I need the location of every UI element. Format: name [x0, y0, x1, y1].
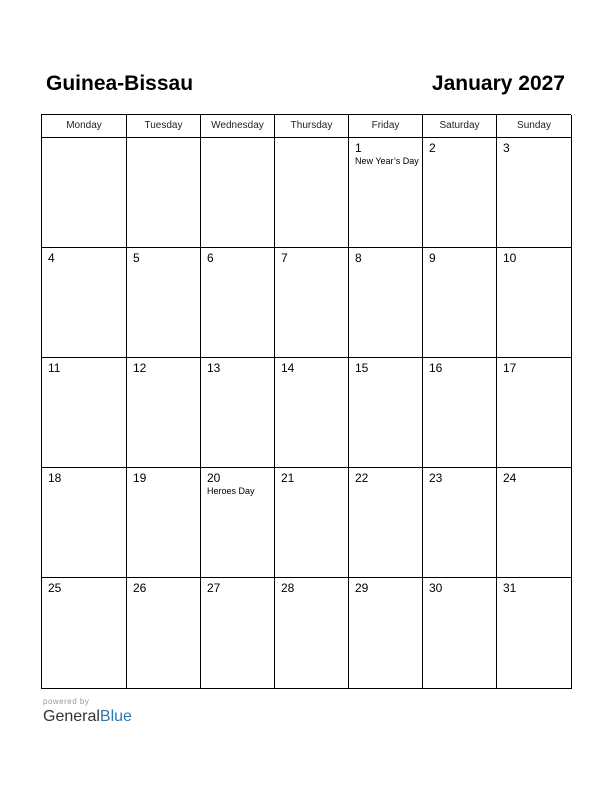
- day-number: 8: [355, 251, 362, 265]
- weekday-header: Monday: [42, 115, 127, 138]
- brand-footer: [43, 697, 132, 727]
- day-number: 17: [503, 361, 517, 375]
- week-row: [42, 248, 571, 358]
- day-cell: [423, 358, 497, 468]
- day-cell: [497, 248, 572, 358]
- day-cell: [349, 248, 423, 358]
- day-cell: [127, 248, 201, 358]
- day-number: 18: [48, 471, 62, 485]
- day-number: 26: [133, 581, 147, 595]
- day-cell: [127, 468, 201, 578]
- weekday-header-row: [42, 115, 571, 138]
- day-number: 10: [503, 251, 517, 265]
- day-number: 5: [133, 251, 140, 265]
- day-cell: [275, 578, 349, 689]
- day-cell: [42, 578, 127, 689]
- day-number: 7: [281, 251, 288, 265]
- calendar-grid: [41, 114, 571, 689]
- day-cell: [497, 578, 572, 689]
- day-cell: [497, 138, 572, 248]
- day-cell: [349, 578, 423, 689]
- holiday-label: Heroes Day: [207, 486, 255, 496]
- day-cell: [275, 358, 349, 468]
- brand-name-blue: Blue: [99, 708, 132, 725]
- day-number: 11: [48, 361, 61, 375]
- day-number: 13: [207, 361, 221, 375]
- day-cell: [201, 578, 275, 689]
- holiday-label: New Year’s Day: [355, 156, 419, 166]
- day-cell: [423, 138, 497, 248]
- day-cell: [349, 468, 423, 578]
- brand-logo: [43, 707, 132, 727]
- day-number: 14: [281, 361, 295, 375]
- day-cell: [42, 138, 127, 248]
- day-cell: [275, 248, 349, 358]
- weekday-header: Tuesday: [127, 115, 201, 138]
- day-number: 6: [207, 251, 214, 265]
- day-cell: [275, 138, 349, 248]
- week-row: [42, 578, 571, 689]
- day-cell: [42, 468, 127, 578]
- day-cell: [275, 468, 349, 578]
- day-cell: [201, 138, 275, 248]
- day-cell: [127, 578, 201, 689]
- day-cell: [127, 358, 201, 468]
- weekday-header: Sunday: [497, 115, 572, 138]
- day-number: 23: [429, 471, 443, 485]
- day-cell: [201, 468, 275, 578]
- day-cell: [423, 468, 497, 578]
- powered-by-label: powered by: [43, 697, 90, 706]
- day-number: 22: [355, 471, 369, 485]
- month-year-title: January 2027: [431, 72, 565, 95]
- day-number: 28: [281, 581, 295, 595]
- day-number: 27: [207, 581, 221, 595]
- day-cell: [42, 358, 127, 468]
- day-number: 9: [429, 251, 436, 265]
- day-cell: [497, 358, 572, 468]
- day-number: 2: [429, 141, 436, 155]
- day-number: 4: [48, 251, 55, 265]
- day-number: 20: [207, 471, 221, 485]
- weekday-header: Saturday: [423, 115, 497, 138]
- day-cell: [127, 138, 201, 248]
- day-number: 30: [429, 581, 443, 595]
- day-number: 3: [503, 141, 510, 155]
- day-number: 16: [429, 361, 443, 375]
- day-number: 15: [355, 361, 369, 375]
- week-row: [42, 468, 571, 578]
- day-cell: [349, 138, 423, 248]
- day-cell: [201, 248, 275, 358]
- week-row: [42, 138, 571, 248]
- weekday-header: Thursday: [275, 115, 349, 138]
- week-row: [42, 358, 571, 468]
- day-number: 12: [133, 361, 147, 375]
- day-cell: [497, 468, 572, 578]
- brand-name-general: General: [43, 708, 100, 725]
- day-cell: [42, 248, 127, 358]
- day-number: 19: [133, 471, 147, 485]
- day-number: 24: [503, 471, 517, 485]
- country-title: Guinea-Bissau: [46, 72, 194, 95]
- weekday-header: Friday: [349, 115, 423, 138]
- day-number: 31: [503, 581, 517, 595]
- day-cell: [201, 358, 275, 468]
- day-number: 1: [355, 141, 362, 155]
- day-cell: [349, 358, 423, 468]
- day-cell: [423, 578, 497, 689]
- day-number: 29: [355, 581, 369, 595]
- weekday-header: Wednesday: [201, 115, 275, 138]
- day-cell: [423, 248, 497, 358]
- weeks-container: [42, 138, 571, 689]
- day-number: 25: [48, 581, 62, 595]
- day-number: 21: [281, 471, 295, 485]
